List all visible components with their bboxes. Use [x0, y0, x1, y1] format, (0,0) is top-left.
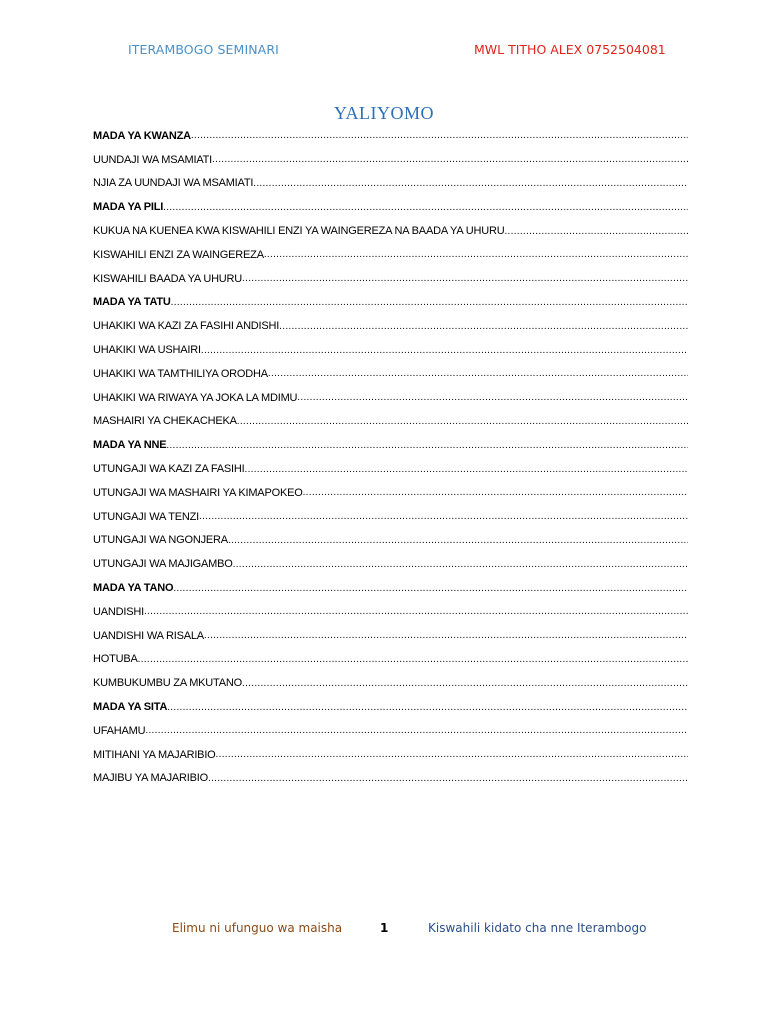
page-header	[0, 42, 768, 62]
toc-entry	[93, 552, 688, 576]
toc-title: YALIYOMO	[334, 103, 434, 123]
footer-motto: Elimu ni ufunguo wa maisha	[172, 921, 343, 935]
toc-entry-label: HOTUBA	[93, 653, 138, 666]
toc-entry-label: UTUNGAJI WA TENZI	[93, 510, 199, 523]
toc-entry	[93, 671, 688, 695]
toc-entry-label: UFAHAMU	[93, 724, 146, 737]
toc-section-heading	[93, 291, 688, 315]
toc-dot-leader	[228, 535, 688, 546]
footer-subject: Kiswahili kidato cha nne Iterambogo	[428, 921, 647, 935]
toc-entry-label: MADA YA KWANZA	[93, 129, 191, 142]
toc-entry	[93, 243, 688, 267]
toc-dot-leader	[144, 606, 688, 617]
toc-section-heading	[93, 124, 688, 148]
toc-entry	[93, 529, 688, 553]
toc-entry	[93, 767, 688, 791]
toc-entry	[93, 386, 688, 410]
toc-entry-label: MADA YA NNE	[93, 439, 167, 452]
toc-dot-leader	[199, 511, 688, 522]
header-school-name: ITERAMBOGO SEMINARI	[128, 42, 279, 57]
toc-entry	[93, 410, 688, 434]
toc-dot-leader	[253, 178, 688, 189]
toc-dot-leader	[504, 226, 688, 237]
toc-entry-label: MADA YA PILI	[93, 201, 164, 214]
page-footer	[0, 921, 768, 939]
toc-entry-label: UTUNGAJI WA MASHAIRI YA KIMAPOKEO	[93, 486, 303, 499]
toc-entry	[93, 624, 688, 648]
toc-dot-leader	[244, 464, 688, 475]
table-of-contents	[93, 124, 688, 790]
toc-entry-label: UHAKIKI WA USHAIRI	[93, 344, 201, 357]
toc-entry-label: MADA YA SITA	[93, 701, 168, 714]
toc-dot-leader	[242, 273, 688, 284]
header-teacher-contact: MWL TITHO ALEX 0752504081	[474, 42, 666, 57]
toc-dot-leader	[297, 392, 688, 403]
toc-dot-leader	[145, 725, 688, 736]
toc-dot-leader	[167, 702, 688, 713]
toc-section-heading	[93, 576, 688, 600]
toc-entry-label: MADA YA TATU	[93, 296, 171, 309]
toc-dot-leader	[191, 130, 688, 141]
toc-entry	[93, 600, 688, 624]
toc-entry	[93, 481, 688, 505]
toc-dot-leader	[268, 368, 688, 379]
page-number: 1	[380, 921, 389, 935]
toc-entry	[93, 172, 688, 196]
toc-dot-leader	[201, 345, 688, 356]
toc-entry-label: KUKUA NA KUENEA KWA KISWAHILI ENZI YA WAINGEREZA NA BAADA YA UHURU	[93, 225, 505, 238]
toc-dot-leader	[264, 249, 688, 260]
toc-dot-leader	[242, 678, 688, 689]
toc-entry	[93, 338, 688, 362]
toc-entry	[93, 219, 688, 243]
toc-entry-label: UTUNGAJI WA MAJIGAMBO	[93, 558, 233, 571]
toc-entry	[93, 267, 688, 291]
toc-entry-label: MITIHANI YA MAJARIBIO	[93, 748, 216, 761]
toc-entry-label: UTUNGAJI WA NGONJERA	[93, 534, 228, 547]
toc-dot-leader	[166, 440, 688, 451]
toc-entry	[93, 362, 688, 386]
toc-dot-leader	[173, 583, 688, 594]
toc-entry-label: UHAKIKI WA RIWAYA YA JOKA LA MDIMU	[93, 391, 298, 404]
toc-section-heading	[93, 433, 688, 457]
toc-entry-label: MAJIBU YA MAJARIBIO	[93, 772, 208, 785]
toc-section-heading	[93, 195, 688, 219]
toc-entry-label: UUNDAJI WA MSAMIATI	[93, 153, 213, 166]
toc-entry-label: UANDISHI	[93, 605, 144, 618]
toc-entry	[93, 743, 688, 767]
toc-dot-leader	[138, 654, 688, 665]
toc-entry-label: KUMBUKUMBU ZA MKUTANO	[93, 677, 242, 690]
toc-dot-leader	[216, 749, 688, 760]
toc-dot-leader	[233, 559, 688, 570]
toc-entry	[93, 648, 688, 672]
toc-entry	[93, 719, 688, 743]
toc-dot-leader	[237, 416, 688, 427]
toc-entry-label: MADA YA TANO	[93, 582, 174, 595]
toc-entry-label: UHAKIKI WA TAMTHILIYA ORODHA	[93, 367, 268, 380]
toc-entry	[93, 314, 688, 338]
toc-dot-leader	[204, 630, 688, 641]
toc-section-heading	[93, 695, 688, 719]
toc-dot-leader	[279, 321, 688, 332]
toc-entry-label: MASHAIRI YA CHEKACHEKA	[93, 415, 237, 428]
toc-entry	[93, 148, 688, 172]
toc-entry-label: KISWAHILI ENZI ZA WAINGEREZA	[93, 248, 264, 261]
toc-dot-leader	[212, 154, 688, 165]
toc-dot-leader	[208, 773, 688, 784]
toc-dot-leader	[163, 202, 688, 213]
toc-entry-label: KISWAHILI BAADA YA UHURU	[93, 272, 243, 285]
toc-entry	[93, 505, 688, 529]
toc-dot-leader	[303, 487, 688, 498]
toc-entry-label: NJIA ZA UUNDAJI WA MSAMIATI	[93, 177, 254, 190]
toc-dot-leader	[171, 297, 688, 308]
toc-entry-label: UANDISHI WA RISALA	[93, 629, 204, 642]
toc-entry	[93, 457, 688, 481]
toc-entry-label: UTUNGAJI WA KAZI ZA FASIHI	[93, 463, 245, 476]
toc-entry-label: UHAKIKI WA KAZI ZA FASIHI ANDISHI	[93, 320, 280, 333]
